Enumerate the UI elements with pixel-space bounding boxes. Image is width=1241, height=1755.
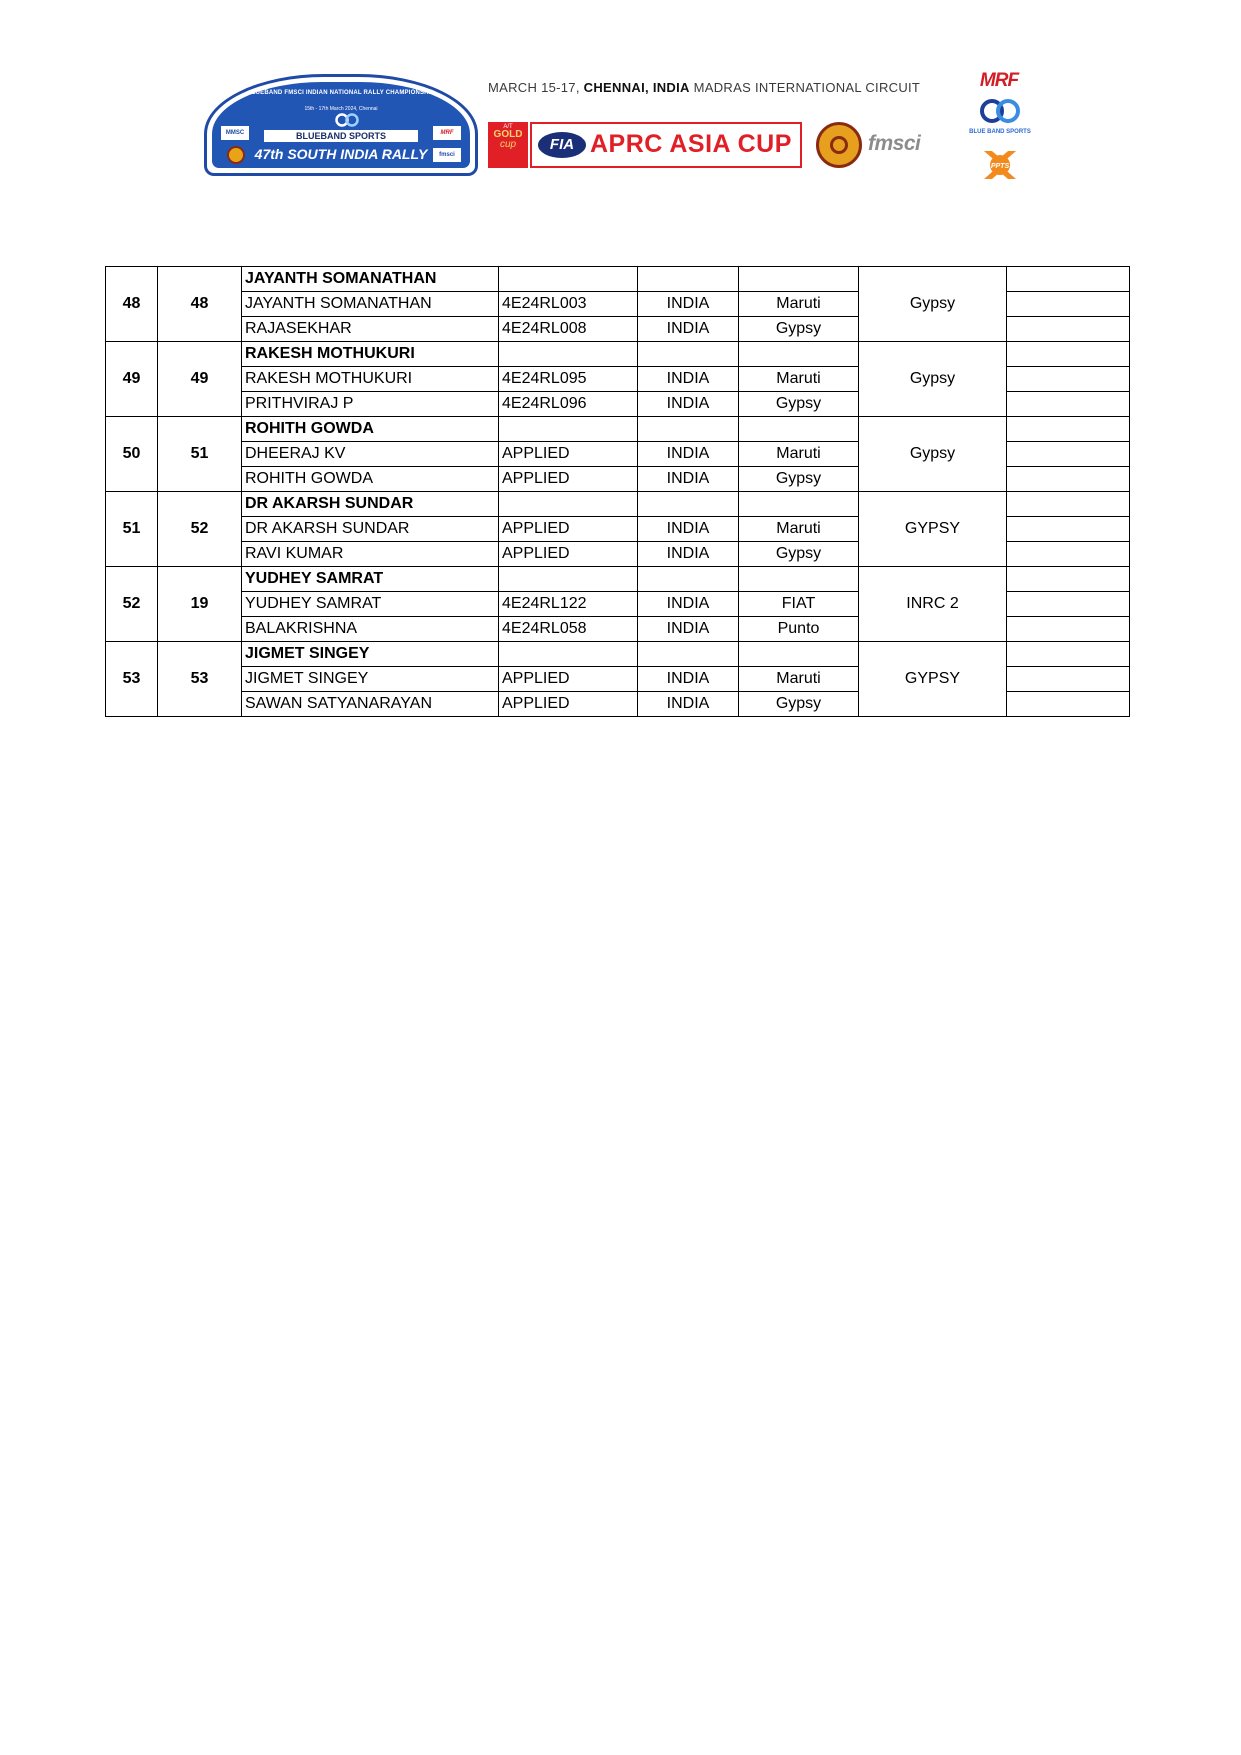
licence-number: 4E24RL058: [499, 617, 638, 642]
team-name: RAKESH MOTHUKURI: [242, 342, 499, 367]
driver-name: JAYANTH SOMANATHAN: [242, 292, 499, 317]
team-name: DR AKARSH SUNDAR: [242, 492, 499, 517]
co-driver-name: RAJASEKHAR: [242, 317, 499, 342]
nationality: INDIA: [638, 542, 739, 567]
driver-name: JIGMET SINGEY: [242, 667, 499, 692]
extra-cell: [1007, 292, 1130, 317]
nationality: INDIA: [638, 592, 739, 617]
car-make: Punto: [739, 617, 859, 642]
car-make: Maruti: [739, 292, 859, 317]
car-make: FIAT: [739, 592, 859, 617]
fia-logo: FIA: [538, 132, 586, 158]
entry-number: 48: [106, 267, 158, 342]
nationality: INDIA: [638, 367, 739, 392]
entry-number: 50: [106, 417, 158, 492]
extra-cell: [1007, 692, 1130, 717]
make-cell-empty: [739, 492, 859, 517]
class-cell: Gypsy: [859, 417, 1007, 492]
car-make: Maruti: [739, 367, 859, 392]
nationality: INDIA: [638, 292, 739, 317]
licence-number: 4E24RL095: [499, 367, 638, 392]
event-city: CHENNAI, INDIA: [583, 80, 690, 95]
car-number: 53: [158, 642, 242, 717]
extra-cell: [1007, 492, 1130, 517]
co-driver-name: PRITHVIRAJ P: [242, 392, 499, 417]
nationality-cell-empty: [638, 567, 739, 592]
table-row: [106, 267, 1130, 292]
extra-cell: [1007, 642, 1130, 667]
class-cell: INRC 2: [859, 567, 1007, 642]
car-make: Maruti: [739, 667, 859, 692]
extra-cell: [1007, 617, 1130, 642]
extra-cell: [1007, 542, 1130, 567]
licence-cell-empty: [499, 267, 638, 292]
licence-cell-empty: [499, 492, 638, 517]
nationality: INDIA: [638, 667, 739, 692]
plate-organiser: BLUEBAND SPORTS: [264, 130, 418, 142]
seal-icon: [227, 146, 245, 164]
event-venue: MADRAS INTERNATIONAL CIRCUIT: [693, 80, 921, 95]
extra-cell: [1007, 667, 1130, 692]
car-make: Gypsy: [739, 392, 859, 417]
blue-band-sports-logo: BLUE BAND SPORTS: [960, 98, 1040, 135]
entry-list-body: [106, 267, 1130, 717]
extra-cell: [1007, 367, 1130, 392]
svg-text:PPTS: PPTS: [990, 163, 1010, 170]
car-number: 52: [158, 492, 242, 567]
class-cell: GYPSY: [859, 492, 1007, 567]
driver-name: DHEERAJ KV: [242, 442, 499, 467]
extra-cell: [1007, 592, 1130, 617]
extra-cell: [1007, 442, 1130, 467]
table-row: [106, 342, 1130, 367]
table-row: [106, 567, 1130, 592]
nationality: INDIA: [638, 517, 739, 542]
car-number: 19: [158, 567, 242, 642]
table-row: [106, 417, 1130, 442]
make-cell-empty: [739, 417, 859, 442]
licence-cell-empty: [499, 417, 638, 442]
make-cell-empty: [739, 342, 859, 367]
car-number: 51: [158, 417, 242, 492]
entry-number: 51: [106, 492, 158, 567]
car-make: Gypsy: [739, 542, 859, 567]
licence-number: APPLIED: [499, 692, 638, 717]
licence-number: APPLIED: [499, 442, 638, 467]
class-cell: Gypsy: [859, 342, 1007, 417]
plate-arc-text: BLUEBAND FMSCI INDIAN NATIONAL RALLY CHAMPIONSHIP: [247, 90, 435, 96]
gold-cup-logo: A/T GOLD cup: [488, 122, 528, 168]
class-cell: Gypsy: [859, 267, 1007, 342]
make-cell-empty: [739, 267, 859, 292]
nationality-cell-empty: [638, 417, 739, 442]
entry-number: 53: [106, 642, 158, 717]
nationality: INDIA: [638, 692, 739, 717]
co-driver-name: BALAKRISHNA: [242, 617, 499, 642]
co-driver-name: SAWAN SATYANARAYAN: [242, 692, 499, 717]
car-number: 49: [158, 342, 242, 417]
table-row: [106, 492, 1130, 517]
make-cell-empty: [739, 567, 859, 592]
event-banner: [196, 70, 1066, 200]
nationality-cell-empty: [638, 267, 739, 292]
licence-cell-empty: [499, 642, 638, 667]
plate-rally-title: 47th SOUTH INDIA RALLY: [254, 146, 428, 162]
licence-cell-empty: [499, 567, 638, 592]
licence-number: APPLIED: [499, 542, 638, 567]
extra-cell: [1007, 317, 1130, 342]
licence-cell-empty: [499, 342, 638, 367]
plate-date-text: 15th - 17th March 2024, Chennai: [304, 106, 378, 112]
make-cell-empty: [739, 642, 859, 667]
nationality-cell-empty: [638, 642, 739, 667]
aprc-title: APRC ASIA CUP: [590, 130, 792, 158]
nationality: INDIA: [638, 317, 739, 342]
fmsci-logo: fmsci: [868, 132, 921, 155]
nationality-cell-empty: [638, 342, 739, 367]
licence-number: 4E24RL096: [499, 392, 638, 417]
team-name: ROHITH GOWDA: [242, 417, 499, 442]
nationality: INDIA: [638, 442, 739, 467]
nationality: INDIA: [638, 467, 739, 492]
event-dates: MARCH 15-17,: [488, 80, 580, 95]
rally-plate-logo: [204, 74, 478, 176]
extra-cell: [1007, 267, 1130, 292]
driver-name: DR AKARSH SUNDAR: [242, 517, 499, 542]
table-row: [106, 642, 1130, 667]
extra-cell: [1007, 567, 1130, 592]
rings-icon: [976, 98, 1024, 124]
team-name: YUDHEY SAMRAT: [242, 567, 499, 592]
nationality-cell-empty: [638, 492, 739, 517]
licence-number: APPLIED: [499, 517, 638, 542]
car-make: Maruti: [739, 442, 859, 467]
entry-number: 52: [106, 567, 158, 642]
event-info-line: [488, 80, 920, 95]
plate-right-badge-bottom: fmsci: [433, 148, 461, 162]
car-make: Gypsy: [739, 317, 859, 342]
licence-number: 4E24RL003: [499, 292, 638, 317]
team-name: JIGMET SINGEY: [242, 642, 499, 667]
licence-number: 4E24RL008: [499, 317, 638, 342]
licence-number: APPLIED: [499, 667, 638, 692]
mrf-logo: MRF: [979, 70, 1019, 91]
aprc-asia-cup-logo: [530, 122, 802, 168]
entry-number: 49: [106, 342, 158, 417]
extra-cell: [1007, 467, 1130, 492]
class-cell: GYPSY: [859, 642, 1007, 717]
car-make: Gypsy: [739, 692, 859, 717]
co-driver-name: ROHITH GOWDA: [242, 467, 499, 492]
driver-name: YUDHEY SAMRAT: [242, 592, 499, 617]
extra-cell: [1007, 517, 1130, 542]
car-number: 48: [158, 267, 242, 342]
extra-cell: [1007, 392, 1130, 417]
ppts-logo: [981, 148, 1019, 182]
licence-number: 4E24RL122: [499, 592, 638, 617]
car-make: Maruti: [739, 517, 859, 542]
extra-cell: [1007, 342, 1130, 367]
nationality: INDIA: [638, 392, 739, 417]
entry-list-table: [105, 266, 1130, 717]
car-make: Gypsy: [739, 467, 859, 492]
licence-number: APPLIED: [499, 467, 638, 492]
plate-left-badge: MMSC: [221, 126, 249, 140]
rings-icon: [334, 113, 360, 127]
driver-name: RAKESH MOTHUKURI: [242, 367, 499, 392]
co-driver-name: RAVI KUMAR: [242, 542, 499, 567]
club-seal-icon: [816, 122, 862, 168]
team-name: JAYANTH SOMANATHAN: [242, 267, 499, 292]
plate-right-badge-top: MRF: [433, 126, 461, 140]
nationality: INDIA: [638, 617, 739, 642]
extra-cell: [1007, 417, 1130, 442]
